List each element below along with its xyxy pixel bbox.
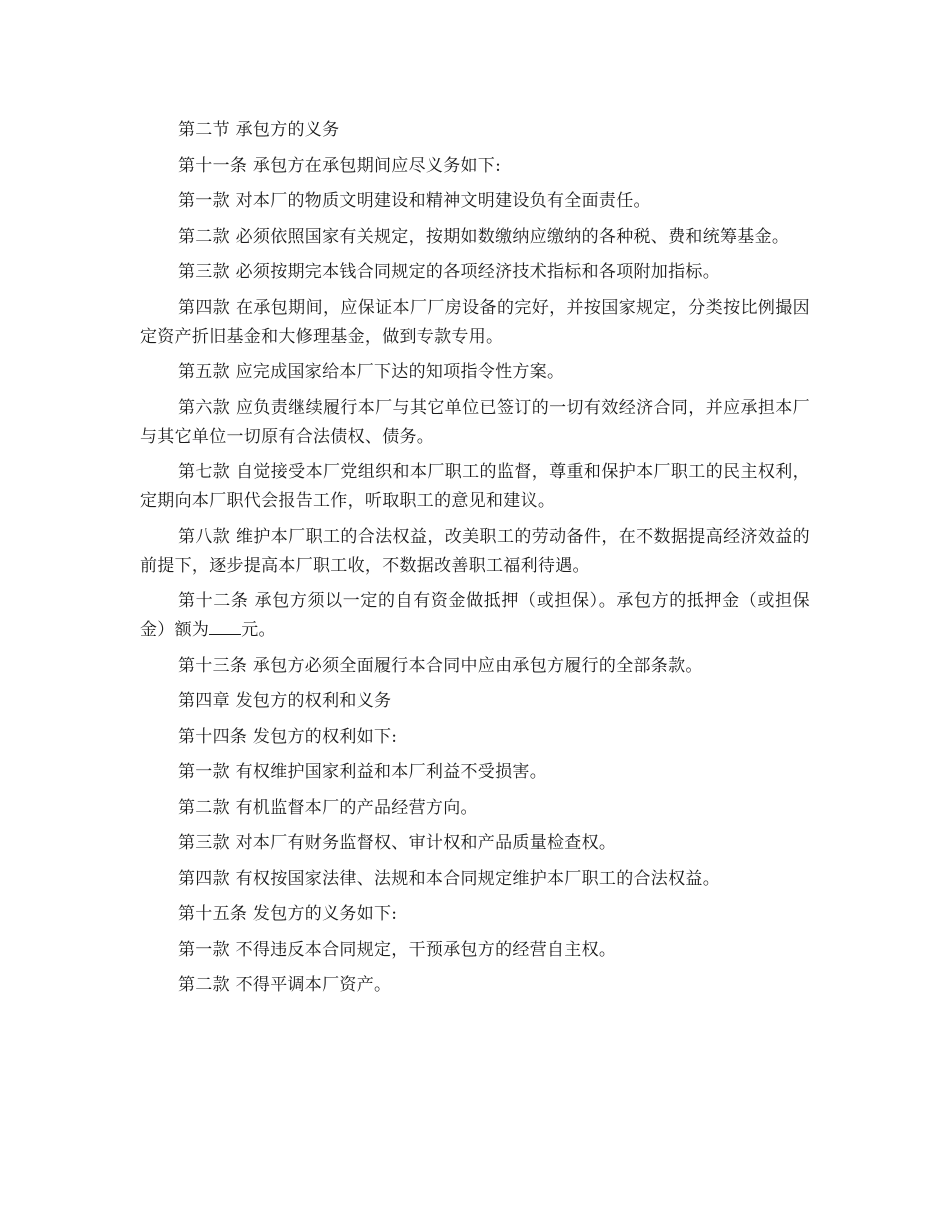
article-13: 第十三条 承包方必须全面履行本合同中应由承包方履行的全部条款。: [178, 655, 703, 676]
article-14-clause-1: 第一款 有权维护国家利益和本厂利益不受损害。: [178, 762, 548, 782]
article-14-clause-3: 第三款 对本厂有财务监督权、审计权和产品质量检查权。: [178, 833, 617, 853]
article-11-clause-8: 第八款 维护本厂职工的合法权益，改美职工的劳动备件，在不数据提高经济效益的前提下，逐步提高本厂职工收，不数据改善职工福利待遇。: [140, 526, 810, 576]
amount-blank: [209, 618, 241, 635]
article-11-clause-5: 第五款 应完成国家给本厂下达的知项指令性方案。: [178, 362, 565, 382]
article-12-suffix: 元。: [241, 620, 276, 640]
article-11-clause-3: 第三款 必须按期完本钱合同规定的各项经济技术指标和各项附加指标。: [178, 262, 721, 282]
article-11-clause-2: 第二款 必须依照国家有关规定，按期如数缴纳应缴纳的各种税、费和统筹基金。: [178, 226, 790, 247]
article-15-clause-2: 第二款 不得平调本厂资产。: [178, 975, 392, 995]
article-12: [140, 587, 810, 645]
article-14-clause-4: 第四款 有权按国家法律、法规和本合同规定维护本厂职工的合法权益。: [178, 868, 721, 889]
article-11-clause-1: 第一款 对本厂的物质文明建设和精神文明建设负有全面责任。: [178, 191, 651, 211]
article-12-text: 第十二条 承包方须以一定的自有资金做抵押（或担保）。承包方的抵押金（或担保金）额为: [140, 591, 810, 640]
article-14: 第十四条 发包方的权利如下:: [178, 726, 398, 747]
article-14-clause-2: 第二款 有机监督本厂的产品经营方向。: [178, 797, 478, 818]
article-11-clause-6: 第六款 应负责继续履行本厂与其它单位已签订的一切有效经济合同，并应承担本厂与其它单位一切原有合法债权、债务。: [140, 397, 810, 447]
document-body: [140, 116, 810, 1007]
article-11-clause-7: 第七款 自觉接受本厂党组织和本厂职工的监督，尊重和保护本厂职工的民主权利，定期向本厂职代会报告工作，听取职工的意见和建议。: [140, 462, 810, 511]
article-15: 第十五条 发包方的义务如下:: [178, 904, 398, 924]
article-15-clause-1: 第一款 不得违反本合同规定，干预承包方的经营自主权。: [178, 939, 617, 960]
article-11-clause-4: 第四款 在承包期间，应保证本厂厂房设备的完好，并按国家规定，分类按比例撮因定资产折旧基金和大修理基金，做到专款专用。: [140, 297, 810, 347]
chapter-heading: 第四章 发包方的权利和义务: [178, 691, 392, 711]
article-11: 第十一条 承包方在承包期间应尽义务如下:: [178, 155, 502, 176]
section-heading: 第二节 承包方的义务: [178, 120, 340, 140]
